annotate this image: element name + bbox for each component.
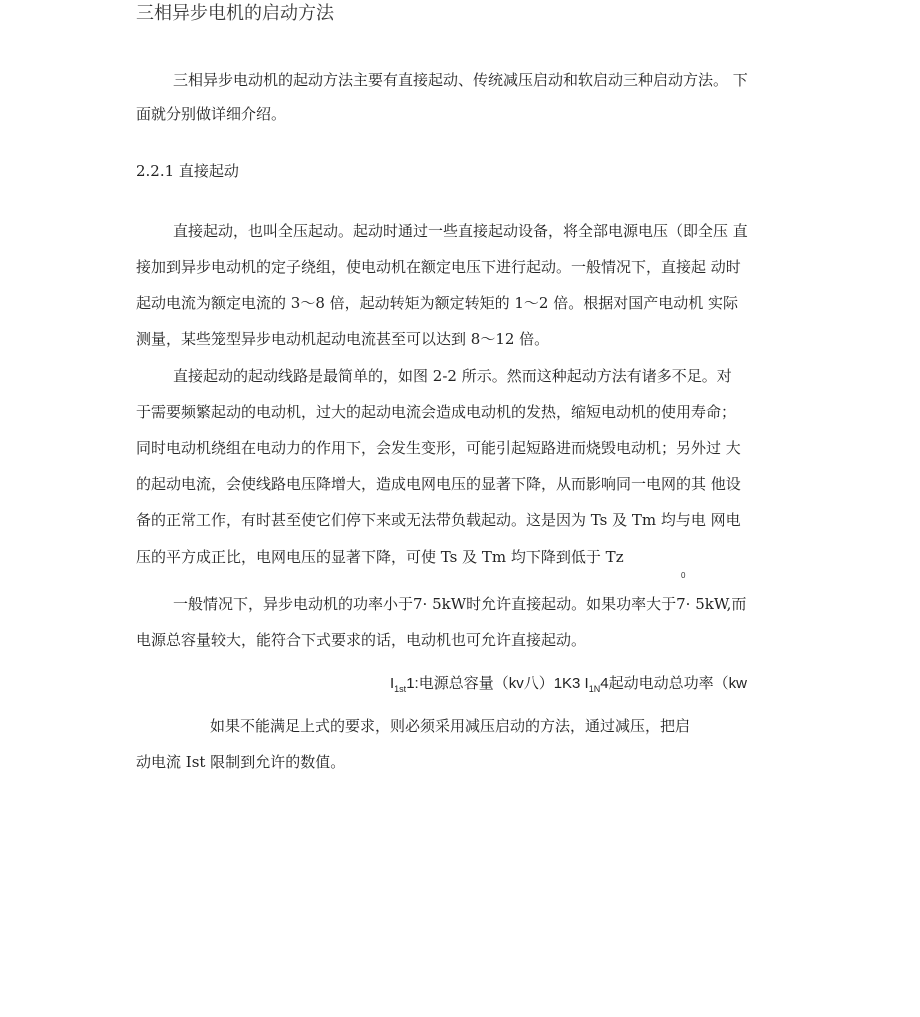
formula-subscript: 1st (394, 684, 407, 694)
page-title: 三相异步电机的启动方法 (136, 3, 334, 24)
formula (390, 674, 747, 699)
para2-line: 直接起动的起动线路是最简单的，如图 2-2 所示。然而这种起动方法有诸多不足。对 (173, 367, 732, 385)
para1-line: 接加到异步电动机的定子绕组，使电动机在额定电压下进行起动。一般情况下，直接起 动时 (136, 258, 741, 276)
para2-line: 于需要频繁起动的电动机，过大的起动电流会造成电动机的发热，缩短电动机的使用寿命； (136, 403, 737, 421)
para2-line: 同时电动机绕组在电动力的作用下，会发生变形，可能引起短路进而烧毁电动机；另外过 大 (136, 439, 741, 457)
intro-line-1: 三相异步电动机的起动方法主要有直接起动、传统减压启动和软启动三种启动方法。 下 (173, 71, 748, 89)
para1-line: 直接起动，也叫全压起动。起动时通过一些直接起动设备，将全部电源电压（即全压 直 (173, 222, 748, 240)
intro-line-2: 面就分别做详细介绍。 (136, 105, 287, 123)
para3-line: 电源总容量较大，能符合下式要求的话，电动机也可允许直接起动。 (136, 631, 587, 649)
para2-line: 的起动电流，会使线路电压降增大，造成电网电压的显著下降，从而影响同一电网的其 他设 (136, 475, 741, 493)
section-heading: 2.2.1 直接起动 (136, 162, 239, 180)
para2-line: 备的正常工作，有时甚至使它们停下来或无法带负载起动。这是因为 Ts 及 Tm 均与电 网电 (136, 511, 741, 529)
para3-line: 一般情况下，异步电动机的功率小于7· 5kW时允许直接起动。如果功率大于7· 5kW,而 (173, 595, 747, 613)
formula-subscript: 1N (588, 684, 601, 694)
para2-line: 压的平方成正比，电网电压的显著下降，可使 Ts 及 Tm 均下降到低于 Tz (136, 548, 624, 566)
para1-line: 测量，某些笼型异步电动机起动电流甚至可以达到 8～12 倍。 (136, 330, 550, 348)
footnote-mark: 0 (681, 571, 686, 580)
formula-part: I (390, 675, 395, 692)
para1-line: 起动电流为额定电流的 3～8 倍，起动转矩为额定转矩的 1～2 倍。根据对国产电动机 实际 (136, 294, 739, 312)
formula-part: 4起动电动总功率（kw (600, 675, 747, 692)
para4-line: 如果不能满足上式的要求，则必须采用减压启动的方法，通过减压，把启 (210, 717, 691, 735)
formula-part: 1:电源总容量（kv八）1K3 I (406, 675, 589, 692)
para4-line: 动电流 Ist 限制到允许的数值。 (136, 753, 346, 771)
